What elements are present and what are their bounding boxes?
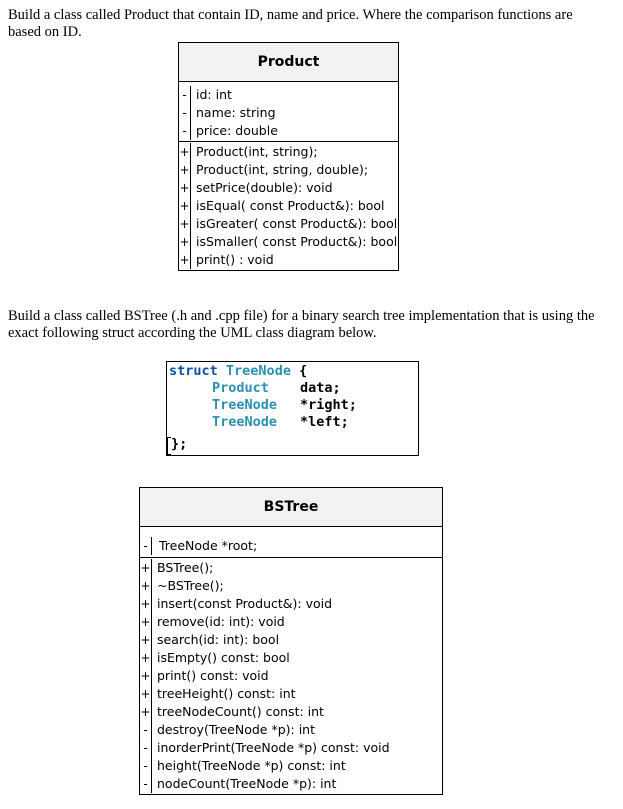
- struct-open-brace: {: [299, 363, 308, 379]
- attribute-text: id: int: [196, 87, 232, 102]
- method-row: + print() const: void: [140, 668, 269, 683]
- method-text: search(id: int): bool: [157, 632, 280, 647]
- method-text: isSmaller( const Product&): bool: [196, 234, 398, 249]
- method-row: + search(id: int): bool: [140, 632, 280, 647]
- method-row: + isGreater( const Product&): bool: [179, 216, 398, 231]
- bstree-class-diagram: [139, 487, 443, 795]
- struct-name: TreeNode: [225, 363, 291, 379]
- method-text: print() const: void: [157, 668, 269, 683]
- struct-close-line: };: [171, 436, 188, 452]
- attribute-text: name: string: [196, 105, 276, 120]
- attribute-row: - price: double: [179, 122, 398, 140]
- method-text: isEqual( const Product&): bool: [196, 198, 385, 213]
- method-text: remove(id: int): void: [157, 614, 285, 629]
- product-class-title: Product: [179, 43, 398, 82]
- product-class-diagram: [178, 42, 399, 271]
- product-methods: [179, 141, 398, 270]
- method-text: treeNodeCount() const: int: [157, 704, 324, 719]
- method-text: inorderPrint(TreeNode *p) const: void: [157, 740, 390, 755]
- struct-keyword: struct: [169, 363, 218, 379]
- method-text: insert(const Product&): void: [157, 596, 333, 611]
- method-row: - inorderPrint(TreeNode *p) const: void: [140, 739, 442, 757]
- method-row: + treeNodeCount() const: int: [140, 704, 324, 719]
- method-row: - height(TreeNode *p) const: int: [140, 757, 442, 775]
- method-text: destroy(TreeNode *p): int: [157, 722, 316, 737]
- method-text: isEmpty() const: bool: [157, 650, 290, 665]
- method-text: BSTree();: [157, 560, 214, 575]
- attribute-row: - TreeNode *root;: [140, 537, 442, 555]
- attribute-text: TreeNode *root;: [159, 538, 258, 553]
- method-text: Product(int, string);: [196, 144, 318, 159]
- method-row: + treeHeight() const: int: [140, 686, 296, 701]
- method-row: + isEqual( const Product&): bool: [179, 198, 385, 213]
- attribute-row: - name: string: [179, 104, 398, 122]
- method-text: print() : void: [196, 252, 274, 267]
- method-row: + remove(id: int): void: [140, 614, 285, 629]
- method-row: + BSTree();: [140, 560, 214, 575]
- treenode-struct-code: [166, 361, 419, 456]
- method-row: - nodeCount(TreeNode *p): int: [140, 775, 442, 793]
- attribute-row: - id: int: [179, 86, 398, 104]
- struct-field: Product data;: [212, 380, 341, 396]
- method-text: treeHeight() const: int: [157, 686, 296, 701]
- method-row: + setPrice(double): void: [179, 180, 333, 195]
- method-text: height(TreeNode *p) const: int: [157, 758, 346, 773]
- bstree-class-title: BSTree: [140, 488, 442, 527]
- method-row: + isSmaller( const Product&): bool: [179, 234, 398, 249]
- struct-field: TreeNode *right;: [212, 397, 357, 413]
- method-row: - destroy(TreeNode *p): int: [140, 721, 442, 739]
- method-row: + Product(int, string, double);: [179, 162, 369, 177]
- bstree-methods: [140, 557, 442, 794]
- method-text: isGreater( const Product&): bool: [196, 216, 398, 231]
- method-row: + isEmpty() const: bool: [140, 650, 290, 665]
- method-row: + insert(const Product&): void: [140, 596, 333, 611]
- bstree-instructions: Build a class called BSTree (.h and .cpp file) for a binary search tree implementation that is using the exact following struct according the UML class diagram below.: [8, 308, 595, 341]
- method-text: Product(int, string, double);: [196, 162, 369, 177]
- attribute-text: price: double: [196, 123, 278, 138]
- method-row: + print() : void: [179, 252, 274, 267]
- method-row: + Product(int, string);: [179, 144, 318, 159]
- bstree-attributes: [140, 527, 442, 557]
- struct-header-line: [169, 363, 307, 380]
- method-text: ~BSTree();: [157, 578, 224, 593]
- product-instructions: Build a class called Product that contain ID, name and price. Where the comparison functions are based on ID.: [8, 7, 573, 40]
- method-text: nodeCount(TreeNode *p): int: [157, 776, 337, 791]
- method-row: + ~BSTree();: [140, 578, 224, 593]
- struct-field: TreeNode *left;: [212, 414, 349, 430]
- method-text: setPrice(double): void: [196, 180, 333, 195]
- product-attributes: [179, 82, 398, 141]
